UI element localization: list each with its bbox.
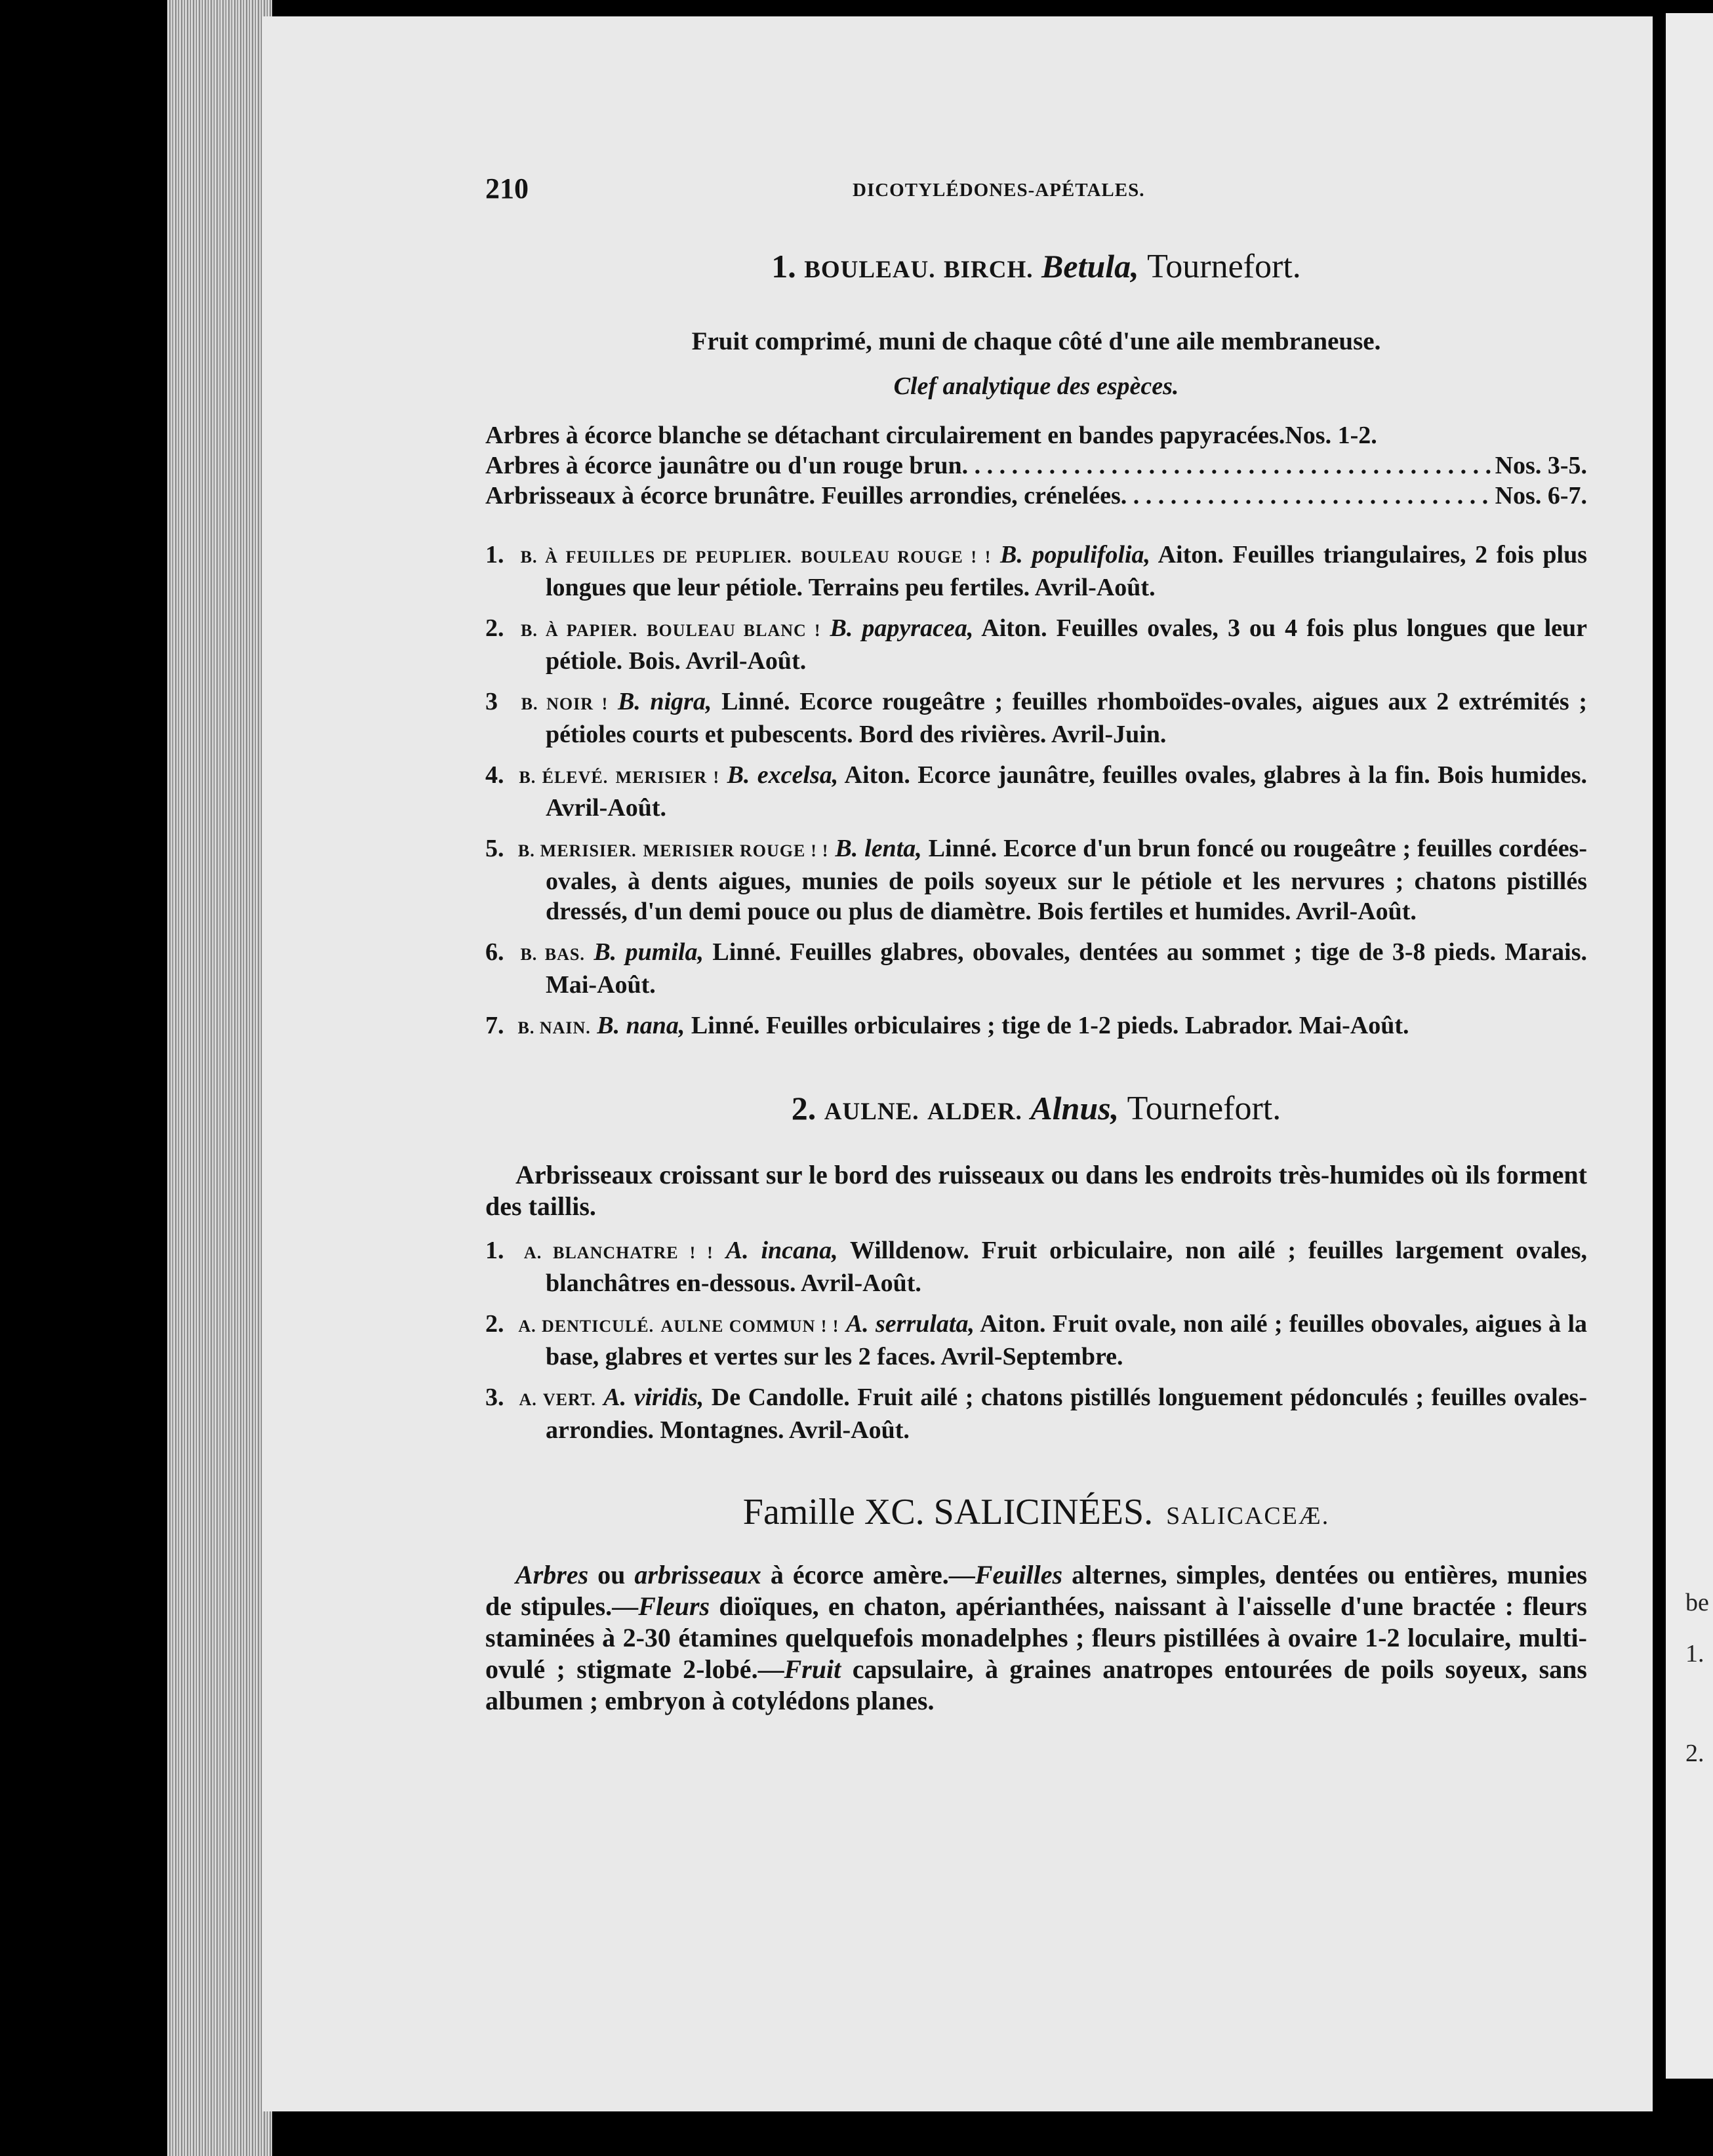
species-common-name: B. NAIN. — [517, 1018, 591, 1037]
genus-latin: Alnus, — [1030, 1090, 1119, 1127]
species-common-name: B. À FEUILLES DE PEUPLIER. — [520, 548, 792, 567]
species-number: 4. — [485, 761, 504, 789]
species-entry — [485, 1010, 1587, 1043]
facing-page-fragment: 2. — [1685, 1740, 1704, 1767]
genus-name-fr: AULNE. — [824, 1098, 919, 1125]
species-latin: B. lenta, — [835, 835, 922, 862]
genus-intro: Fruit comprimé, muni de chaque côté d'une aile membraneuse. — [691, 327, 1381, 355]
species-number: 2. — [485, 1310, 504, 1338]
genus-author: Tournefort. — [1147, 248, 1301, 285]
genus-heading-alnus — [485, 1089, 1587, 1128]
key-numbers: Nos. 6-7. — [1495, 482, 1587, 509]
species-description: Linné. Ecorce d'un brun foncé ou rougeâtre ; feuilles cordées-ovales, à dents aigues, munies de poils soyeux sur le pétiole et les nervures ; chatons pistillés dressés, d'un demi pouce ou plus de diamètre. Bois fertiles et humides. Avril-Août. — [546, 835, 1587, 925]
species-number: 7. — [485, 1012, 504, 1039]
species-entry — [485, 1309, 1587, 1372]
species-common-name-2: BOULEAU ROUGE ! ! — [801, 548, 992, 567]
genus-number: 1. — [771, 248, 796, 285]
species-latin: B. excelsa, — [727, 761, 839, 789]
species-latin: A. serrulata, — [845, 1310, 975, 1338]
facing-page-fragment: be — [1685, 1589, 1709, 1616]
species-latin: A. viridis, — [603, 1384, 704, 1411]
species-entry — [485, 1382, 1587, 1445]
genus-latin: Betula, — [1041, 248, 1139, 285]
species-entry — [485, 760, 1587, 823]
family-desc-italic: Feuilles — [975, 1560, 1063, 1589]
species-common-name: B. ÉLEVÉ. — [519, 768, 609, 787]
species-number: 5. — [485, 835, 504, 862]
key-text: Arbres à écorce blanche se détachant circulairement en bandes papyracées — [485, 422, 1279, 449]
running-title: DICOTYLÉDONES-APÉTALES. — [853, 180, 1145, 201]
facing-page-edge — [1666, 13, 1713, 2079]
species-entry — [485, 613, 1587, 676]
species-entry — [485, 937, 1587, 1000]
species-common-name: A. DENTICULÉ. — [518, 1317, 655, 1336]
genus-author: Tournefort. — [1127, 1090, 1281, 1127]
genus-intro: Arbrisseaux croissant sur le bord des ruisseaux ou dans les endroits très-humides où ils forment des taillis. — [485, 1160, 1587, 1221]
family-desc-italic: Fleurs — [638, 1591, 710, 1621]
genus-name-en: ALDER. — [927, 1098, 1022, 1125]
family-desc-text: à écorce amère.— — [761, 1560, 975, 1589]
species-common-name-2: BOULEAU BLANC ! — [647, 621, 821, 640]
species-number: 2. — [485, 614, 504, 642]
species-entry — [485, 1235, 1587, 1298]
species-number: 3 — [485, 688, 498, 715]
species-latin: A. incana, — [725, 1237, 838, 1264]
key-heading: Clef analytique des espèces. — [893, 372, 1179, 400]
facing-page-fragment: 1. — [1685, 1640, 1704, 1667]
species-entry — [485, 540, 1587, 603]
leader-dots — [962, 450, 1495, 481]
species-key — [485, 420, 1587, 511]
family-latin: SALICACEÆ. — [1166, 1502, 1330, 1530]
species-description: Aiton. Ecorce jaunâtre, feuilles ovales, glabres à la fin. Bois humides. Avril-Août. — [546, 761, 1588, 822]
species-common-name: A. BLANCHATRE ! ! — [523, 1243, 714, 1262]
species-common-name: B. MERISIER. — [517, 841, 637, 860]
key-text: Arbres à écorce jaunâtre ou d'un rouge brun — [485, 452, 962, 479]
genus-name-fr: BOULEAU. — [804, 256, 936, 283]
species-common-name-2: MERISIER ! — [615, 768, 720, 787]
species-common-name: B. À PAPIER. — [521, 621, 638, 640]
family-desc-text: alternes, simples, dentées ou entières, munies de stipules.— — [485, 1560, 1588, 1621]
species-list-alnus — [485, 1235, 1587, 1445]
species-common-name-2: AULNE COMMUN ! ! — [660, 1317, 839, 1336]
genus-number: 2. — [791, 1090, 816, 1127]
species-description: Aiton. Feuilles triangulaires, 2 fois plus longues que leur pétiole. Terrains peu fertiles. Avril-Août. — [546, 541, 1588, 601]
species-entry — [485, 833, 1587, 927]
family-heading — [485, 1491, 1587, 1533]
species-description: Willdenow. Fruit orbiculaire, non ailé ; feuilles largement ovales, blanchâtres en-dessous. Avril-Août. — [546, 1237, 1588, 1297]
species-description: Linné. Feuilles orbiculaires ; tige de 1-2 pieds. Labrador. Mai-Août. — [691, 1012, 1409, 1039]
species-common-name: A. VERT. — [519, 1390, 596, 1409]
genus-heading-betula — [485, 247, 1587, 286]
family-desc-italic: arbrisseaux — [634, 1560, 761, 1589]
key-text: Arbrisseaux à écorce brunâtre. Feuilles arrondies, crénelées — [485, 482, 1121, 509]
family-desc-italic: Arbres — [515, 1560, 589, 1589]
species-entry — [485, 687, 1587, 749]
species-latin: B. papyracea, — [830, 614, 974, 642]
species-description: Linné. Feuilles glabres, obovales, dentées au sommet ; tige de 3-8 pieds. Marais. Mai-Août. — [546, 938, 1587, 999]
leader-dots — [1121, 481, 1495, 511]
page-content — [485, 172, 1587, 1717]
species-description: Linné. Ecorce rougeâtre ; feuilles rhomboïdes-ovales, aigues aux 2 extrémités ; pétioles courts et pubescents. Bord des rivières. Avril-Juin. — [546, 688, 1588, 748]
key-row — [485, 481, 1587, 511]
species-latin: B. nana, — [597, 1012, 685, 1039]
species-latin: B. pumila, — [594, 938, 704, 966]
species-common-name-2: MERISIER ROUGE ! ! — [643, 841, 829, 860]
species-common-name: B. NOIR ! — [521, 694, 609, 713]
family-desc-text: ou — [588, 1560, 635, 1589]
species-number: 1. — [485, 541, 504, 569]
family-title: Famille XC. SALICINÉES. — [742, 1492, 1154, 1532]
species-latin: B. nigra, — [617, 688, 712, 715]
species-number: 3. — [485, 1384, 504, 1411]
species-latin: B. populifolia, — [1000, 541, 1151, 569]
key-row — [485, 450, 1587, 481]
species-list-betula — [485, 540, 1587, 1043]
species-number: 1. — [485, 1237, 504, 1264]
species-common-name: B. BAS. — [520, 945, 585, 964]
key-row — [485, 420, 1587, 450]
family-desc-text: dioïques, en chaton, apérianthées, naissant à l'aisselle d'une bractée : fleurs staminées à 2-30 étamines quelquefois monadelphes ; fleurs pistillées à ovaire 1-2 loculaire, multi-ovulé ; stigmate 2-lobé.— — [485, 1591, 1587, 1684]
key-numbers: .Nos. 1-2. — [1278, 422, 1377, 449]
running-header — [485, 172, 1587, 211]
family-desc-italic: Fruit — [784, 1654, 841, 1684]
book-edge — [167, 0, 272, 2156]
key-numbers: Nos. 3-5. — [1495, 452, 1587, 479]
species-description: Aiton. Feuilles ovales, 3 ou 4 fois plus longues que leur pétiole. Bois. Avril-Août. — [546, 614, 1588, 675]
species-number: 6. — [485, 938, 504, 966]
family-description — [485, 1559, 1587, 1717]
species-description: De Candolle. Fruit ailé ; chatons pistillés longuement pédonculés ; feuilles ovales-arrondies. Montagnes. Avril-Août. — [546, 1384, 1587, 1444]
genus-name-en: BIRCH. — [943, 256, 1034, 283]
page-number: 210 — [485, 172, 529, 205]
species-description: Aiton. Fruit ovale, non ailé ; feuilles obovales, aigues à la base, glabres et vertes sur les 2 faces. Avril-Septembre. — [546, 1310, 1588, 1370]
family-desc-text: capsulaire, à graines anatropes entourées de poils soyeux, sans albumen ; embryon à cotylédons planes. — [485, 1654, 1587, 1715]
